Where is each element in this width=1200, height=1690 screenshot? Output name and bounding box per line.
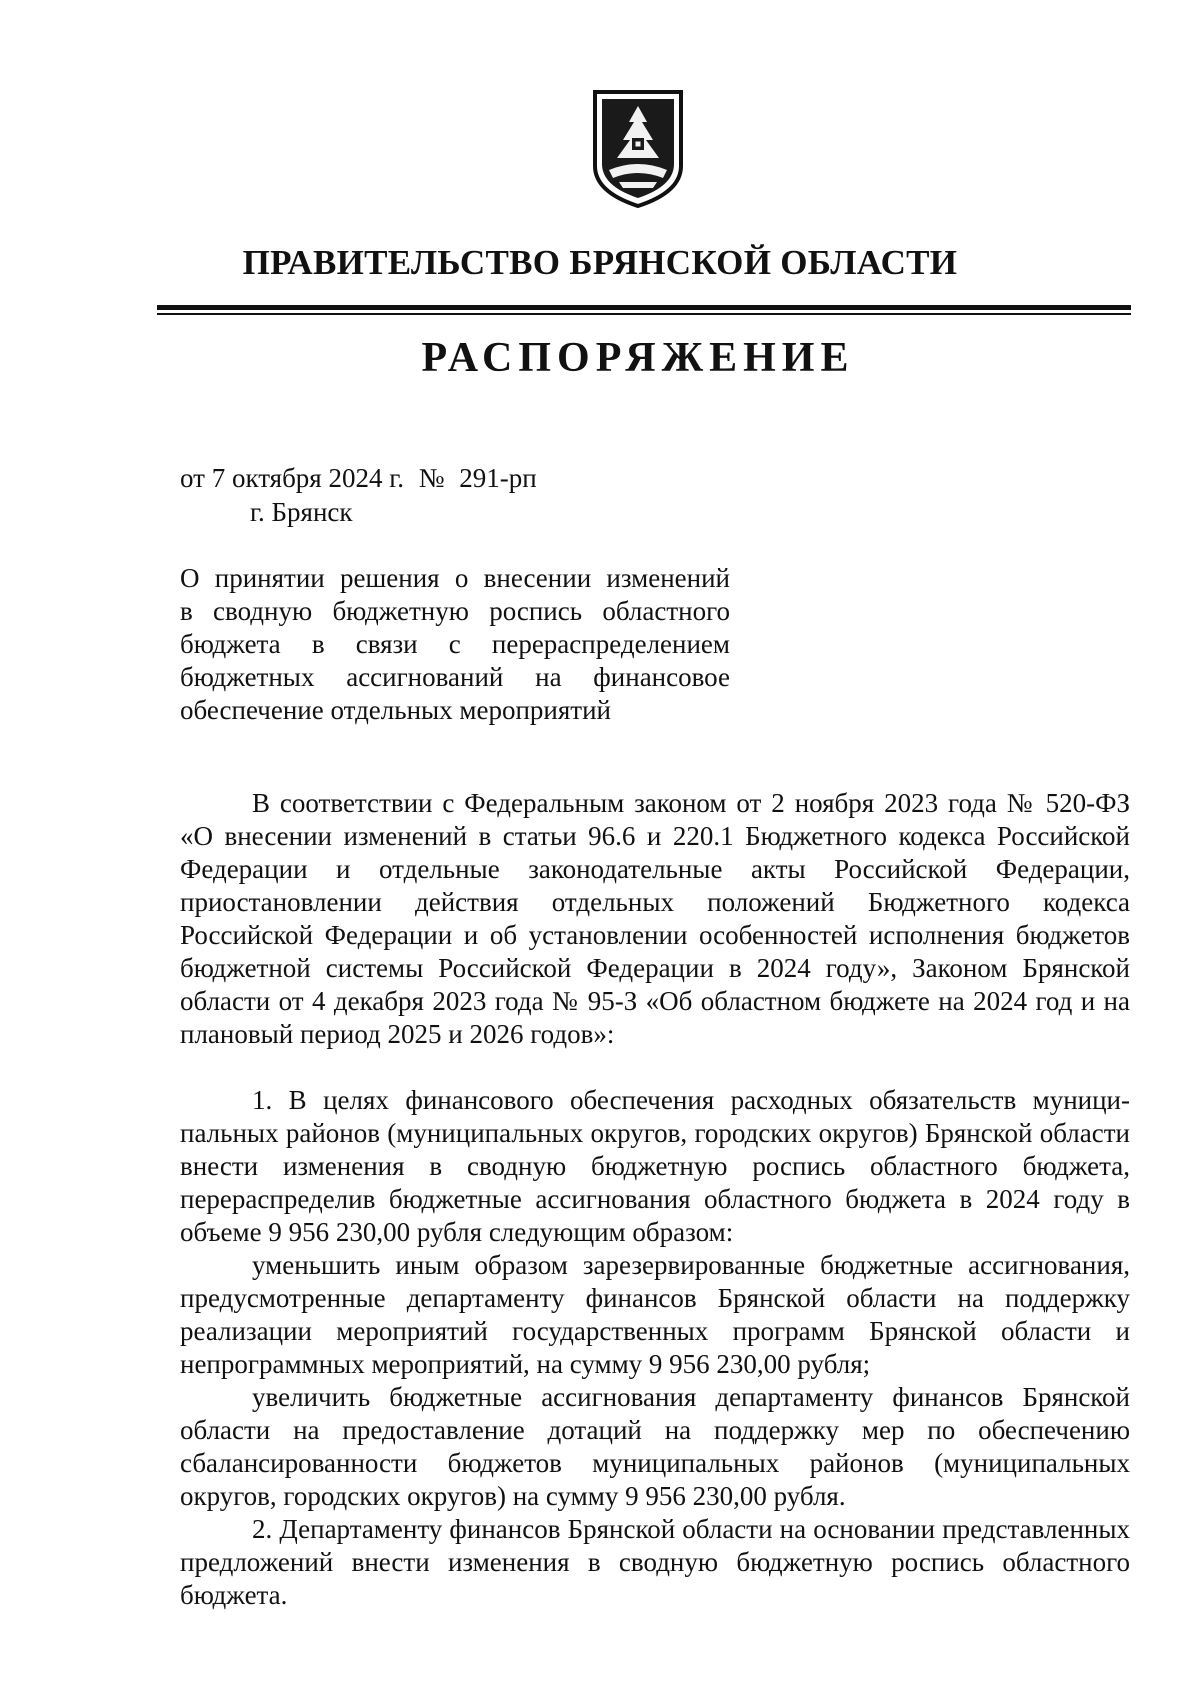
document-subject	[180, 562, 730, 727]
number-sign: №	[418, 463, 445, 493]
item-1-paragraph: 1. В целях финансового обеспечения расходных обязательств муници-пальных районов (муниципальных округов, городских округов) Брянской области внести изменения в сводную бюджетную роспись областного бюджета, перераспределив бюджетные ассигнования областного бюджета в 2024 году в объеме 9 956 230,00 рубля следующим образом:	[180, 1085, 1130, 1247]
item-1-decrease-paragraph: уменьшить иным образом зарезервированные бюджетные ассигнования, предусмотренные департаменту финансов Брянской области на поддержку реализации мероприятий государственных программ Брянской области и непрограммных мероприятий, на сумму 9 956 230,00 рубля;	[180, 1250, 1130, 1379]
subject-line: О принятии решения о внесении изменений	[180, 563, 730, 593]
document-city: г. Брянск	[250, 497, 353, 527]
organization-title: ПРАВИТЕЛЬСТВО БРЯНСКОЙ ОБЛАСТИ	[242, 243, 958, 282]
item-1-increase-paragraph: увеличить бюджетные ассигнования департаменту финансов Брянской области на предоставление дотаций на поддержку мер по обеспечению сбалансированности бюджетов муниципальных районов (муниципальных округов, городских округов) на сумму 9 956 230,00 рубля.	[180, 1382, 1130, 1511]
subject-line: обеспечение отдельных мероприятий	[180, 695, 611, 725]
document-meta	[180, 461, 545, 529]
header-rule-thick	[157, 305, 1131, 310]
subject-line: бюджета в связи с перераспределением	[180, 629, 730, 659]
document-type-title: РАСПОРЯЖЕНИЕ	[421, 335, 855, 381]
preamble-paragraph: В соответствии с Федеральным законом от 2 ноября 2023 года № 520-ФЗ «О внесении изменений в статьи 96.6 и 220.1 Бюджетного кодекса Российской Федерации и отдельные законодательные акты Российской Федерации, приостановлении действия отдельных положений Бюджетного кодекса Российской Федерации и об установлении особенностей исполнения бюджетов бюджетной системы Российской Федерации в 2024 году», Законом Брянской области от 4 декабря 2023 года № 95-З «Об областном бюджете на 2024 год и на плановый период 2025 и 2026 годов»:	[180, 788, 1130, 1049]
header-rule-thin	[157, 313, 1131, 315]
subject-line: бюджетных ассигнований на финансовое	[180, 662, 730, 692]
coat-of-arms-icon	[591, 88, 685, 210]
document-body	[180, 787, 1130, 1612]
item-2-paragraph: 2. Департаменту финансов Брянской области на основании представленных предложений внести изменения в сводную бюджетную роспись областного бюджета.	[180, 1514, 1130, 1610]
document-number: 291-рп	[459, 463, 537, 493]
document-date: от 7 октября 2024 г.	[180, 463, 405, 493]
subject-line: в сводную бюджетную роспись областного	[180, 596, 730, 626]
